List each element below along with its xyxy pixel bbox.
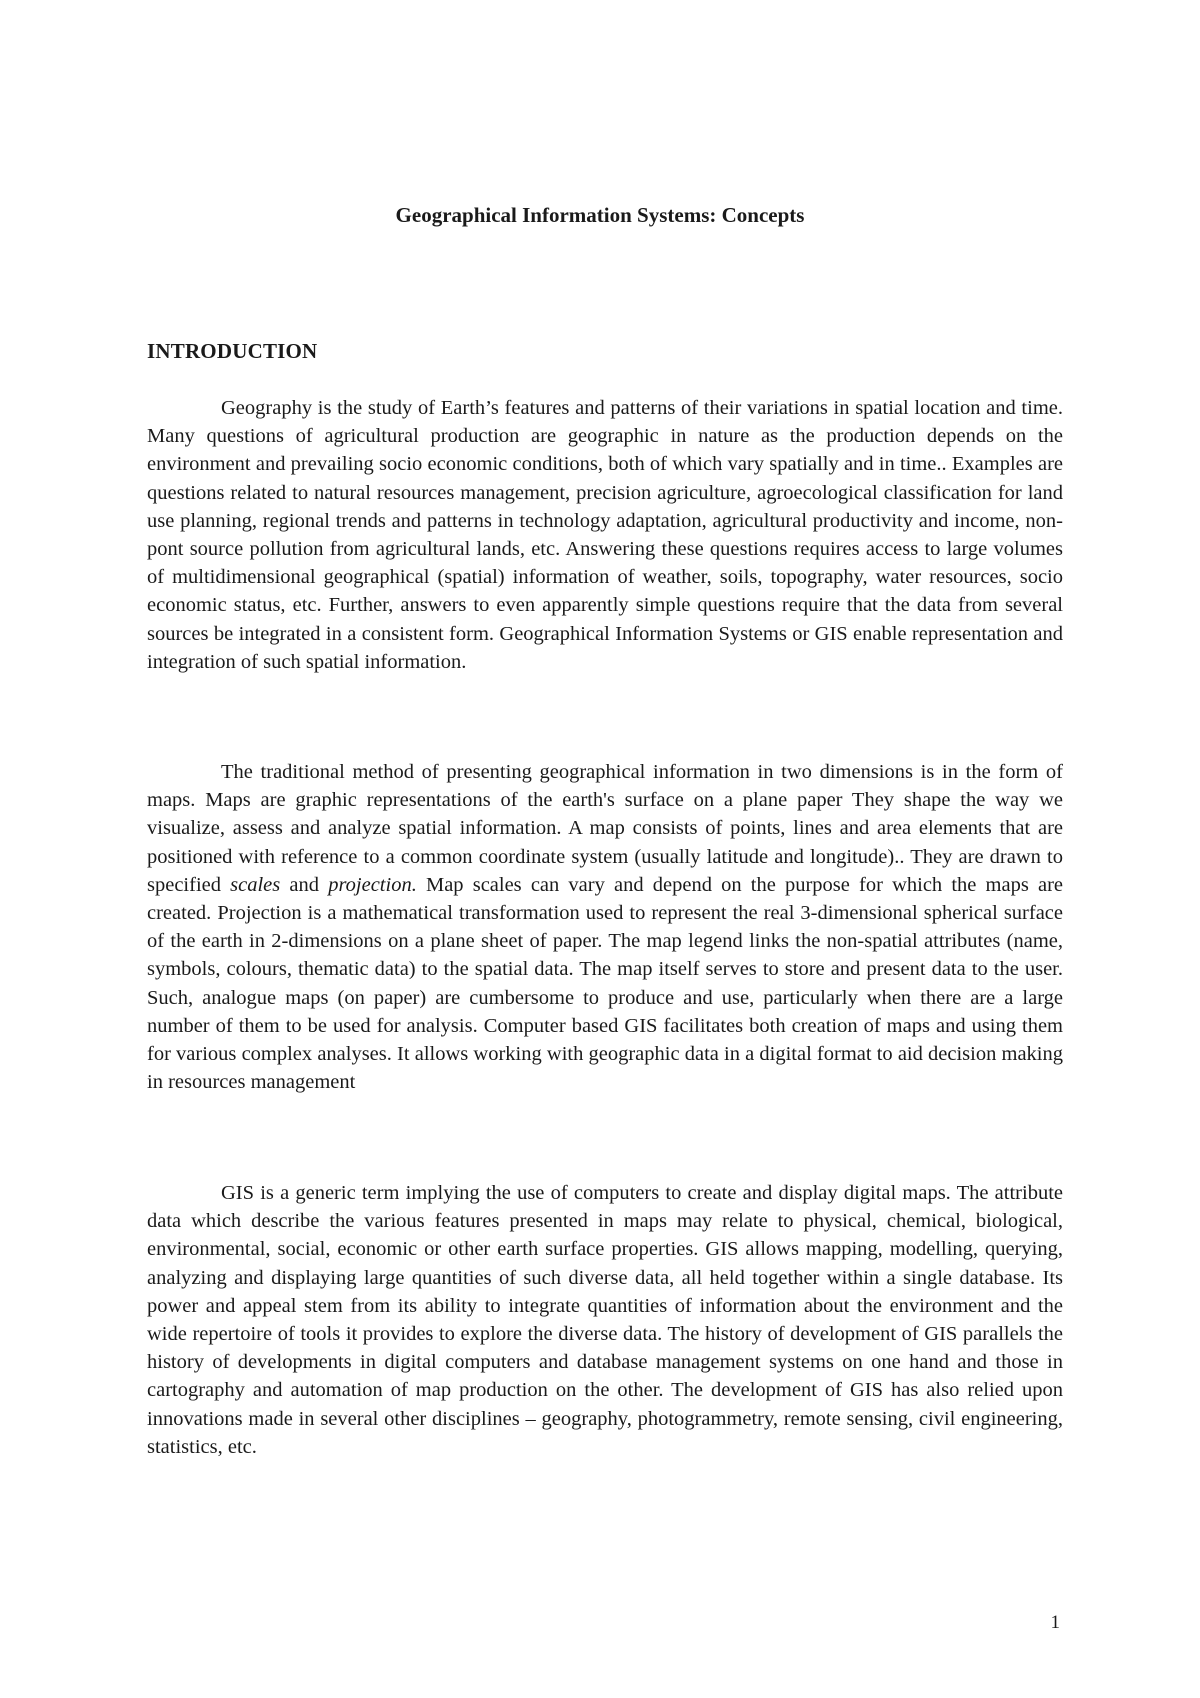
paragraph-2-part-2: Map scales can vary and depend on the purpose for which the maps are created. Projection is a mathematical transformation used to represent the real 3-dimensional spherical surface of the earth in 2-dimensions on a plane sheet of paper. The map legend links the non-spatial attributes (name, symbols, colours, thematic data) to the spatial data. The map itself serves to store and present data to the user. Such, analogue maps (on paper) are cumbersome to produce and use, particularly when there are a large number of them to be used for analysis. Computer based GIS facilitates both creation of maps and using them for various complex analyses. It allows working with geographic data in a digital format to aid decision making in resources management bbox=[147, 873, 1063, 1094]
paragraph-3: GIS is a generic term implying the use of computers to create and display digital maps. The attribute data which describe the various features presented in maps may relate to physical, chemical, biological, environmental, social, economic or other earth surface properties. GIS allows mapping, modelling, querying, analyzing and displaying large quantities of such diverse data, all held together within a single database. Its power and appeal stem from its ability to integrate quantities of information about the environment and the wide repertoire of tools it provides to explore the diverse data. The history of development of GIS parallels the history of developments in digital computers and database management systems on one hand and those in cartography and automation of map production on the other. The development of GIS has also relied upon innovations made in several other disciplines – geography, photogrammetry, remote sensing, civil engineering, statistics, etc. bbox=[147, 1182, 1063, 1458]
paragraph-2 bbox=[147, 758, 1063, 1096]
page-number: 1 bbox=[1050, 1612, 1060, 1633]
projection-term: projection. bbox=[328, 873, 417, 896]
scales-term: scales bbox=[230, 873, 281, 896]
section-heading-introduction: INTRODUCTION bbox=[147, 339, 318, 363]
paragraph-1: Geography is the study of Earth’s features and patterns of their variations in spatial location and time. Many questions of agricultural production are geographic in nature as the production depends on the environment and prevailing socio economic conditions, both of which vary spatially and in time.. Examples are questions related to natural resources management, precision agriculture, agroecological classification for land use planning, regional trends and patterns in technology adaptation, agricultural productivity and income, non-pont source pollution from agricultural lands, etc. Answering these questions requires access to large volumes of multidimensional geographical (spatial) information of weather, soils, topography, water resources, socio economic status, etc. Further, answers to even apparently simple questions require that the data from several sources be integrated in a consistent form. Geographical Information Systems or GIS enable representation and integration of such spatial information. bbox=[147, 397, 1063, 673]
paragraph-2-connector: and bbox=[280, 873, 329, 896]
document-title: Geographical Information Systems: Concepts bbox=[395, 203, 805, 227]
paragraph-2-part-1: The traditional method of presenting geographical information in two dimensions is in the form of maps. Maps are graphic representations of the earth's surface on a plane paper They shape the way we visualize, assess and analyze spatial information. A map consists of points, lines and area elements that are positioned with reference to a common coordinate system (usually latitude and longitude).. They are drawn to specified bbox=[147, 761, 1063, 896]
